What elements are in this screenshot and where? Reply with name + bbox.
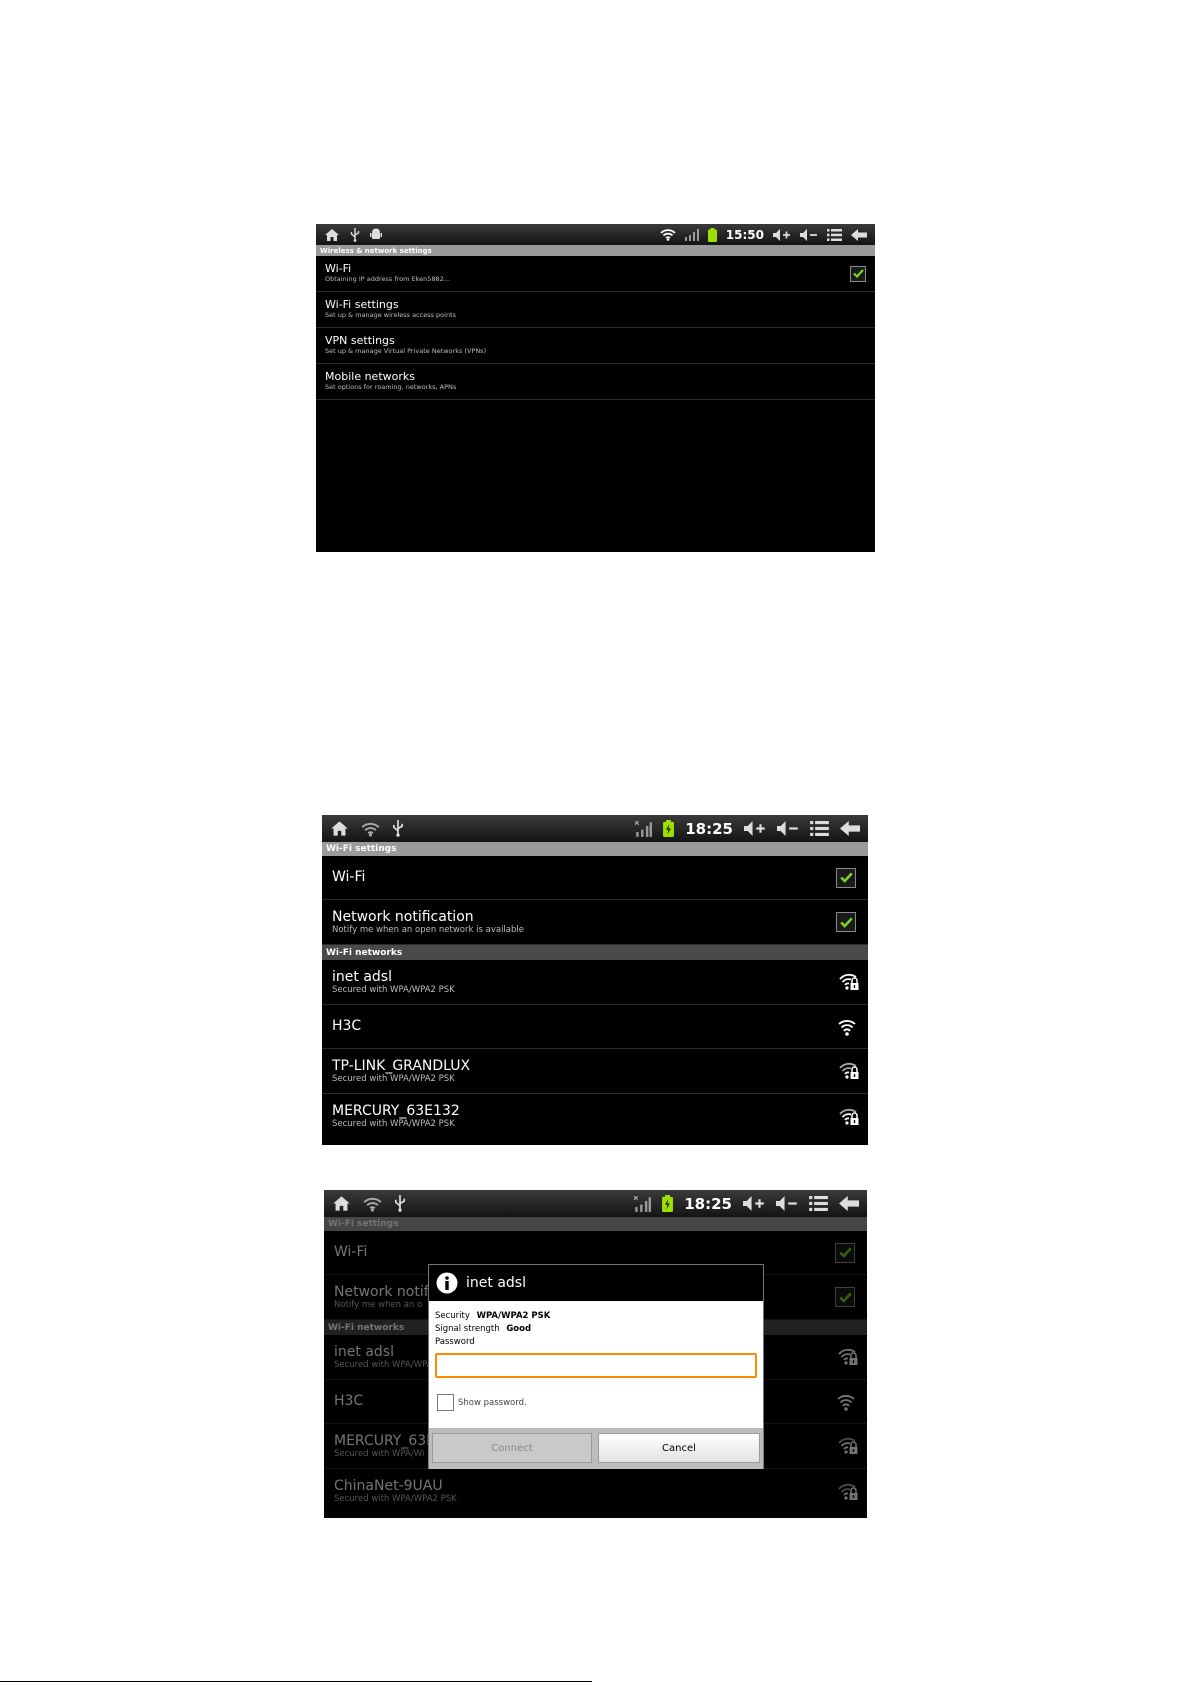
wifi-locked-icon (838, 1107, 860, 1127)
show-password-toggle[interactable] (437, 1394, 527, 1411)
clock: 15:50 (725, 227, 764, 242)
wifi-locked-icon (838, 972, 860, 992)
notification-checkbox[interactable] (836, 912, 856, 932)
back-icon[interactable] (839, 1196, 859, 1211)
wifi-icon (361, 821, 380, 837)
password-input[interactable] (435, 1353, 757, 1378)
dialog-title: inet adsl (466, 1275, 526, 1291)
battery-icon (708, 228, 717, 242)
network-security: Secured with WPA/WPA2 PSK (332, 1073, 455, 1084)
wifi-connect-dialog (428, 1264, 764, 1469)
screenshot-wireless-settings (316, 224, 875, 552)
security-value: WPA/WPA2 PSK (476, 1311, 551, 1321)
signal-line (435, 1323, 550, 1336)
battery-charging-icon (662, 1195, 673, 1212)
item-title: VPN settings (325, 334, 395, 348)
network-item[interactable] (322, 1049, 868, 1094)
status-bar (316, 224, 875, 245)
dialog-button-bar (429, 1428, 763, 1469)
cell-signal-icon (685, 229, 699, 241)
item-subtitle: Set up & manage Virtual Private Networks (VPNs) (325, 346, 487, 355)
screenshot-wifi-settings (322, 815, 868, 1145)
cell-signal-icon (634, 1196, 651, 1212)
section-header: Wireless & network settings (316, 245, 875, 256)
item-title: Mobile networks (325, 370, 415, 384)
status-bar (324, 1190, 867, 1217)
battery-charging-icon (663, 820, 674, 837)
item-title: Network notification (332, 908, 474, 925)
item-title: Wi-Fi settings (325, 298, 399, 312)
security-label: Security (435, 1311, 470, 1321)
settings-item-mobile-networks[interactable] (316, 364, 875, 400)
usb-icon (392, 820, 404, 837)
item-subtitle: Obtaining IP address from Eken5882... (325, 274, 451, 283)
info-icon (436, 1272, 458, 1294)
back-icon[interactable] (851, 229, 867, 241)
settings-item-wifi-settings[interactable] (316, 292, 875, 328)
volume-down-icon[interactable] (777, 821, 799, 836)
menu-icon[interactable] (810, 821, 829, 836)
usb-icon (350, 228, 360, 242)
wifi-signal-icon (660, 228, 676, 241)
security-line (435, 1310, 550, 1323)
footer-rule (0, 1681, 592, 1682)
settings-item-vpn-settings[interactable] (316, 328, 875, 364)
checkmark-icon (840, 917, 853, 928)
checkmark-icon (853, 269, 864, 278)
network-item[interactable] (322, 1094, 868, 1139)
connect-button[interactable]: Connect (432, 1433, 592, 1463)
network-notification-row[interactable] (322, 900, 868, 945)
menu-icon[interactable] (809, 1196, 828, 1211)
volume-up-icon[interactable] (744, 821, 766, 836)
checkmark-icon (840, 872, 853, 883)
volume-up-icon[interactable] (743, 1196, 765, 1211)
back-icon[interactable] (840, 821, 860, 836)
item-subtitle: Notify me when an open network is available (332, 924, 524, 935)
settings-item-wifi[interactable] (316, 256, 875, 292)
signal-label: Signal strength (435, 1324, 500, 1334)
network-security: Secured with WPA/WPA2 PSK (332, 984, 455, 995)
android-debug-icon (370, 228, 382, 241)
show-password-label: Show password. (458, 1397, 527, 1408)
home-icon[interactable] (332, 1195, 351, 1212)
network-item[interactable] (322, 960, 868, 1005)
show-password-checkbox[interactable] (437, 1394, 454, 1411)
network-name: H3C (332, 1018, 362, 1035)
home-icon[interactable] (330, 820, 349, 837)
item-title: Wi-Fi (325, 262, 352, 276)
password-label: Password (435, 1337, 475, 1347)
status-bar (322, 815, 868, 842)
network-name: inet adsl (332, 968, 392, 985)
dialog-details (435, 1310, 550, 1349)
wifi-locked-icon (838, 1061, 860, 1081)
dialog-title-bar (429, 1265, 763, 1301)
wifi-toggle-row[interactable] (322, 856, 868, 900)
section-header: Wi-Fi settings (322, 842, 868, 856)
usb-icon (394, 1195, 406, 1212)
volume-down-icon[interactable] (800, 229, 818, 241)
clock: 18:25 (684, 1194, 732, 1213)
screenshot-wifi-connect-dialog (324, 1190, 867, 1518)
network-name: MERCURY_63E132 (332, 1103, 460, 1120)
wifi-icon (363, 1196, 382, 1212)
network-security: Secured with WPA/WPA2 PSK (332, 1119, 455, 1130)
wifi-checkbox[interactable] (836, 868, 856, 888)
wifi-open-icon (838, 1017, 856, 1037)
item-subtitle: Set options for roaming, networks, APNs (325, 382, 457, 391)
cell-signal-icon (635, 821, 652, 837)
volume-up-icon[interactable] (773, 229, 791, 241)
home-icon[interactable] (324, 228, 340, 242)
networks-header: Wi-Fi networks (322, 945, 868, 960)
cancel-button[interactable]: Cancel (598, 1433, 760, 1463)
clock: 18:25 (685, 819, 733, 838)
menu-icon[interactable] (827, 229, 842, 241)
signal-value: Good (506, 1324, 532, 1334)
wifi-checkbox[interactable] (850, 266, 866, 282)
network-name: TP-LINK_GRANDLUX (332, 1057, 471, 1074)
item-subtitle: Set up & manage wireless access points (325, 310, 457, 319)
item-title: Wi-Fi (332, 869, 366, 886)
volume-down-icon[interactable] (776, 1196, 798, 1211)
network-item[interactable] (322, 1005, 868, 1049)
